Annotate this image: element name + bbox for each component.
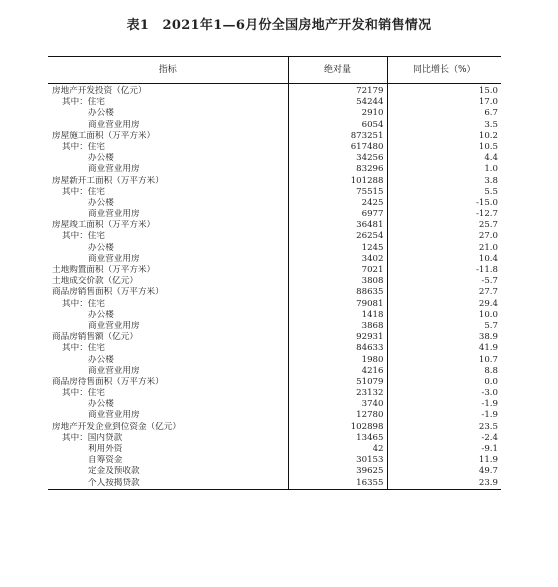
yoy-growth: 11.9: [387, 455, 501, 466]
absolute-value: 101288: [288, 176, 387, 187]
yoy-growth: 5.7: [387, 321, 501, 332]
absolute-value: 12780: [288, 410, 387, 421]
indicator-name: 房地产开发投资（亿元）: [52, 86, 147, 96]
absolute-value: 4216: [288, 366, 387, 377]
indicator-name: 商业营业用房: [88, 365, 140, 376]
yoy-growth: 3.5: [387, 120, 501, 131]
indicator-name: 办公楼: [88, 153, 114, 164]
indicator-name: 商品房销售额（亿元）: [52, 332, 138, 343]
indicator-name: 办公楼: [88, 399, 114, 410]
indicator-name: 商业营业用房: [88, 209, 140, 220]
absolute-value: 88635: [288, 287, 387, 298]
table-row: [48, 276, 501, 287]
absolute-value: 3740: [288, 399, 387, 410]
table-row: [48, 176, 501, 187]
yoy-growth: 49.7: [387, 466, 501, 477]
yoy-growth: 10.2: [387, 131, 501, 142]
table-row: [48, 410, 501, 421]
yoy-growth: 27.0: [387, 231, 501, 242]
indicator-name: 房屋新开工面积（万平方米）: [52, 175, 164, 186]
absolute-value: 6977: [288, 209, 387, 220]
yoy-growth: 23.5: [387, 422, 501, 433]
table-row: [48, 299, 501, 310]
table-row: [48, 321, 501, 332]
absolute-value: 617480: [288, 142, 387, 153]
yoy-growth: 8.8: [387, 366, 501, 377]
absolute-value: 84633: [288, 343, 387, 354]
absolute-value: 51079: [288, 377, 387, 388]
absolute-value: 23132: [288, 388, 387, 399]
table-row: [48, 399, 501, 410]
table-row: [48, 254, 501, 265]
absolute-value: 16355: [288, 478, 387, 490]
indicator-name: 商业营业用房: [88, 253, 140, 264]
absolute-value: 42: [288, 444, 387, 455]
indicator-name: 房地产开发企业到位资金（亿元）: [52, 421, 181, 432]
table-row: [48, 97, 501, 108]
indicator-name: 商品房待售面积（万平方米）: [52, 376, 164, 387]
indicator-name: 其中：住宅: [62, 97, 105, 108]
header-indicator: 指标: [48, 57, 288, 84]
absolute-value: 873251: [288, 131, 387, 142]
table-row: [48, 355, 501, 366]
header-yoy-growth: 同比增长（%）: [387, 57, 501, 84]
table-row: [48, 455, 501, 466]
table-row: [48, 366, 501, 377]
yoy-growth: -3.0: [387, 388, 501, 399]
yoy-growth: -1.9: [387, 399, 501, 410]
indicator-name: 其中：住宅: [62, 298, 105, 309]
yoy-growth: 38.9: [387, 332, 501, 343]
indicator-name: 房屋竣工面积（万平方米）: [52, 220, 156, 231]
indicator-name: 其中：住宅: [62, 343, 105, 354]
indicator-name: 商业营业用房: [88, 410, 140, 421]
absolute-value: 1418: [288, 310, 387, 321]
absolute-value: 39625: [288, 466, 387, 477]
indicator-name: 土地购置面积（万平方米）: [52, 265, 156, 275]
table-row: [48, 198, 501, 209]
yoy-growth: 27.7: [387, 287, 501, 298]
indicator-name: 办公楼: [88, 309, 114, 320]
indicator-name: 自筹资金: [88, 455, 123, 466]
absolute-value: 26254: [288, 231, 387, 242]
table-row: [48, 84, 501, 98]
yoy-growth: 23.9: [387, 478, 501, 490]
yoy-growth: 15.0: [387, 84, 501, 98]
yoy-growth: 10.5: [387, 142, 501, 153]
indicator-name: 商业营业用房: [88, 320, 140, 331]
absolute-value: 83296: [288, 164, 387, 175]
absolute-value: 6054: [288, 120, 387, 131]
table-row: [48, 287, 501, 298]
yoy-growth: -1.9: [387, 410, 501, 421]
yoy-growth: 10.0: [387, 310, 501, 321]
indicator-name: 个人按揭贷款: [48, 478, 288, 490]
indicator-name: 房屋施工面积（万平方米）: [52, 130, 156, 141]
yoy-growth: 17.0: [387, 97, 501, 108]
yoy-growth: -15.0: [387, 198, 501, 209]
indicator-name: 办公楼: [88, 242, 114, 253]
absolute-value: 36481: [288, 220, 387, 231]
absolute-value: 30153: [288, 455, 387, 466]
table-row: [48, 142, 501, 153]
yoy-growth: -2.4: [387, 433, 501, 444]
statistics-table: [48, 56, 501, 490]
table-row: [48, 343, 501, 354]
absolute-value: 34256: [288, 153, 387, 164]
yoy-growth: 21.0: [387, 243, 501, 254]
indicator-name: 利用外资: [88, 444, 123, 454]
indicator-name: 定金及预收款: [88, 466, 140, 477]
absolute-value: 1980: [288, 355, 387, 366]
yoy-growth: 25.7: [387, 220, 501, 231]
yoy-growth: 6.7: [387, 108, 501, 119]
yoy-growth: 0.0: [387, 377, 501, 388]
indicator-name: 其中：住宅: [62, 141, 105, 152]
table-row: [48, 153, 501, 164]
absolute-value: 13465: [288, 433, 387, 444]
absolute-value: 1245: [288, 243, 387, 254]
yoy-growth: 10.7: [387, 355, 501, 366]
absolute-value: 92931: [288, 332, 387, 343]
indicator-name: 其中：国内贷款: [62, 432, 123, 443]
table-title: 表1 2021年1—6月份全国房地产开发和销售情况: [126, 18, 432, 33]
indicator-name: 土地成交价款（亿元）: [52, 276, 138, 287]
yoy-growth: -12.7: [387, 209, 501, 220]
table-row: [48, 332, 501, 343]
header-row: [48, 57, 501, 84]
absolute-value: 7021: [288, 265, 387, 276]
absolute-value: 2910: [288, 108, 387, 119]
table-row: [48, 444, 501, 455]
table-row: [48, 131, 501, 142]
absolute-value: 102898: [288, 422, 387, 433]
absolute-value: 75515: [288, 187, 387, 198]
header-absolute-value: 绝对量: [288, 57, 387, 84]
table-row: [48, 209, 501, 220]
yoy-growth: 41.9: [387, 343, 501, 354]
indicator-name: 办公楼: [88, 197, 114, 208]
indicator-name: 其中：住宅: [62, 231, 105, 242]
indicator-name: 商业营业用房: [88, 164, 140, 175]
yoy-growth: -5.7: [387, 276, 501, 287]
table-row: [48, 478, 501, 490]
table-row: [48, 108, 501, 119]
yoy-growth: 5.5: [387, 187, 501, 198]
indicator-name: 办公楼: [88, 108, 114, 119]
table-row: [48, 187, 501, 198]
table-row: [48, 231, 501, 242]
absolute-value: 79081: [288, 299, 387, 310]
absolute-value: 3868: [288, 321, 387, 332]
table-row: [48, 433, 501, 444]
yoy-growth: 1.0: [387, 164, 501, 175]
table-row: [48, 388, 501, 399]
yoy-growth: 4.4: [387, 153, 501, 164]
indicator-name: 其中：住宅: [62, 186, 105, 197]
yoy-growth: -11.8: [387, 265, 501, 276]
indicator-name: 商业营业用房: [88, 119, 140, 130]
table-row: [48, 220, 501, 231]
absolute-value: 2425: [288, 198, 387, 209]
indicator-name: 办公楼: [88, 354, 114, 365]
yoy-growth: -9.1: [387, 444, 501, 455]
yoy-growth: 29.4: [387, 299, 501, 310]
yoy-growth: 3.8: [387, 176, 501, 187]
absolute-value: 3808: [288, 276, 387, 287]
yoy-growth: 10.4: [387, 254, 501, 265]
indicator-name: 商品房销售面积（万平方米）: [52, 287, 164, 298]
table-row: [48, 377, 501, 388]
indicator-name: 其中：住宅: [62, 388, 105, 399]
table-body: [48, 84, 501, 490]
table-row: [48, 310, 501, 321]
absolute-value: 3402: [288, 254, 387, 265]
table-row: [48, 422, 501, 433]
table-row: [48, 466, 501, 477]
absolute-value: 72179: [288, 84, 387, 98]
table-row: [48, 120, 501, 131]
table-row: [48, 164, 501, 175]
absolute-value: 54244: [288, 97, 387, 108]
table-row: [48, 265, 501, 276]
table-row: [48, 243, 501, 254]
